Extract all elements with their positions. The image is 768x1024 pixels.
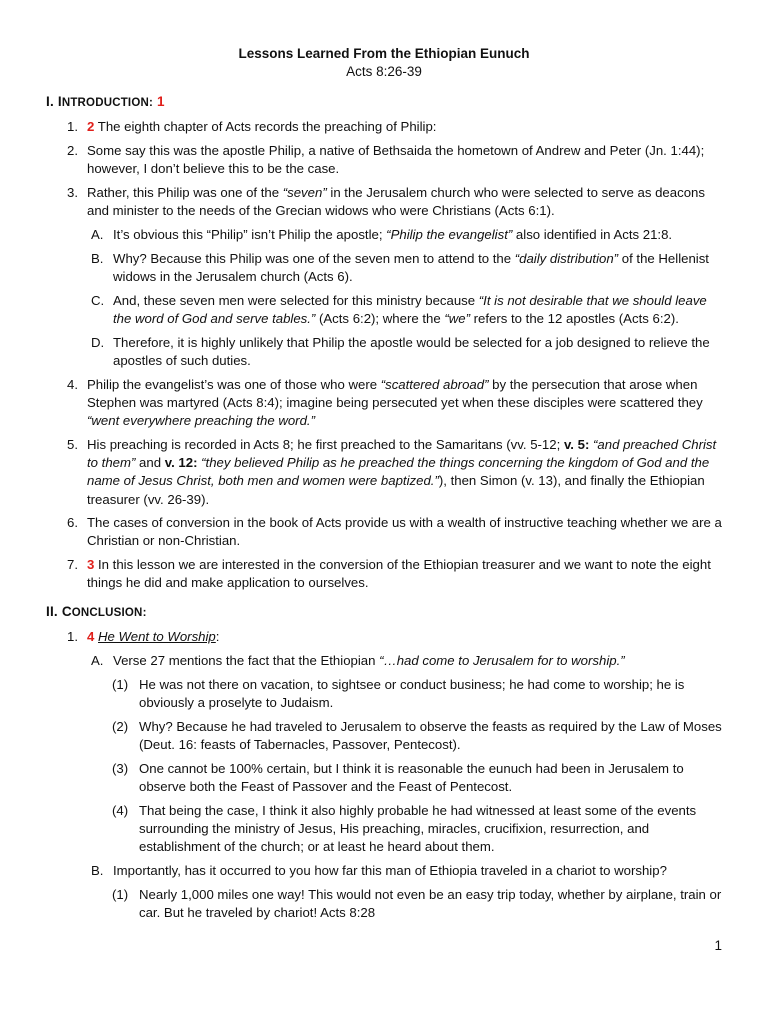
- page-number: 1: [714, 938, 722, 953]
- item-text-span: ), then Simon (v. 13), and finally the Ethiopian treasurer (vv. 26-39).: [87, 473, 705, 507]
- conclusion-item-1b1: [112, 886, 728, 922]
- item-text-span: The eighth chapter of Acts records the preaching of Philip:: [94, 119, 437, 134]
- quote-span: “It is not desirable that we should leave the word of God and serve tables.”: [113, 293, 707, 327]
- item-text: [67, 376, 727, 431]
- item-text-span: Why? Because this Philip was one of the seven men to attend to the: [113, 251, 515, 266]
- scripture-reference: Acts 8:26-39: [346, 64, 422, 79]
- intro-item-7: [67, 556, 727, 592]
- item-text: Nearly 1,000 miles one way! This would not even be an easy trip today, whether by airplane, train or car. But he traveled by chariot! Acts 8:28: [139, 887, 722, 921]
- item-number: 5.: [67, 437, 78, 452]
- slide-marker: 1: [156, 94, 165, 109]
- item-text: Therefore, it is highly unlikely that Philip the apostle would be selected for a job designed to relieve the apostles of such duties.: [113, 335, 710, 369]
- item-text-span: His preaching is recorded in Acts 8; he first preached to the Samaritans (vv. 5-12;: [87, 437, 564, 452]
- quote-span: “we”: [444, 311, 470, 327]
- item-text: [91, 652, 727, 670]
- quote-span: “and preached Christ to them”: [87, 437, 717, 471]
- item-number: 6.: [67, 515, 78, 530]
- conclusion-item-1a: [91, 652, 727, 670]
- verse-ref: v. 5:: [563, 437, 590, 452]
- conclusion-item-1a3: [112, 760, 728, 796]
- section-title-rest: NTRODUCTION:: [61, 97, 154, 109]
- item-text: [67, 436, 727, 509]
- item-number: 2.: [67, 143, 78, 158]
- quote-span: “scattered abroad”: [380, 377, 489, 392]
- intro-item-4: [67, 376, 727, 431]
- item-subnumber: (1): [112, 677, 129, 692]
- item-letter: A.: [91, 653, 104, 668]
- item-text: [67, 118, 727, 136]
- intro-item-1: [67, 118, 727, 136]
- intro-item-3c: [91, 292, 727, 328]
- item-text: Some say this was the apostle Philip, a native of Bethsaida the hometown of Andrew and Peter (Jn. 1:44); however, I don’t believe this to be the case.: [87, 143, 705, 177]
- item-text: [67, 628, 727, 646]
- section-numeral: I.: [46, 94, 58, 109]
- item-text: Why? Because he had traveled to Jerusalem to observe the feasts as required by the Law of Moses (Deut. 16: feasts of Tabernacles, Passover, Pentecost).: [139, 719, 722, 753]
- item-text-span: in the Jerusalem church who were selected to serve as deacons and minister to the needs of the Grecian widows who were Christians (Acts 6:1).: [87, 185, 705, 219]
- item-text: [67, 184, 727, 220]
- conclusion-item-1b: [91, 862, 727, 880]
- item-text-span: by the persecution that arose when Stephen was martyred (Acts 8:4); imagine being persecuted yet when these disciples were scattered they: [87, 377, 703, 411]
- section-heading-introduction: [46, 93, 165, 112]
- item-text-span: Rather, this Philip was one of the: [87, 185, 283, 200]
- slide-marker: 2: [87, 119, 95, 134]
- item-letter: A.: [91, 227, 104, 242]
- section-first-letter: I: [57, 94, 62, 109]
- quote-span: “daily distribution”: [514, 251, 619, 266]
- intro-item-3: [67, 184, 727, 220]
- intro-item-3d: [91, 334, 727, 370]
- item-letter: C.: [91, 293, 105, 308]
- item-text: That being the case, I think it also highly probable he had witnessed at least some of the events surrounding the ministry of Jesus, His preaching, miracles, crucifixion, resurrection, and establishment of the church; or at least he heard about them.: [139, 803, 697, 855]
- item-text: [91, 226, 727, 244]
- item-text-span: also identified in Acts 21:8.: [512, 227, 673, 242]
- item-subnumber: (2): [112, 719, 129, 734]
- item-number: 1.: [67, 119, 78, 134]
- quote-span: “went everywhere preaching the word.”: [87, 413, 315, 429]
- item-subnumber: (3): [112, 761, 129, 776]
- section-first-letter: C: [61, 604, 72, 619]
- item-text: [67, 556, 727, 592]
- item-text-span: Philip the evangelist’s was one of those who were: [87, 377, 381, 392]
- slide-marker: 4: [87, 629, 95, 644]
- item-letter: B.: [91, 863, 104, 878]
- slide-marker: 3: [87, 557, 95, 572]
- item-text: Importantly, has it occurred to you how far this man of Ethiopia traveled in a chariot to worship?: [113, 863, 667, 878]
- item-number: 7.: [67, 557, 78, 572]
- intro-item-6: [67, 514, 727, 550]
- quote-span: “seven”: [282, 185, 327, 200]
- item-letter: B.: [91, 251, 104, 266]
- intro-item-3b: [91, 250, 727, 286]
- item-letter: D.: [91, 335, 105, 350]
- item-number: 4.: [67, 377, 78, 392]
- intro-item-2: [67, 142, 727, 178]
- verse-ref: v. 12:: [164, 455, 198, 471]
- item-text: The cases of conversion in the book of Acts provide us with a wealth of instructive teaching whether we are a Christian or non-Christian.: [87, 515, 722, 549]
- section-title-rest: ONCLUSION:: [71, 607, 147, 619]
- item-text-span: In this lesson we are interested in the conversion of the Ethiopian treasurer and we want to note the eight things he did and make application to ourselves.: [87, 557, 711, 591]
- item-text-span: :: [215, 629, 220, 644]
- section-heading-conclusion: [46, 603, 147, 622]
- document-title: Lessons Learned From the Ethiopian Eunuch: [238, 46, 530, 61]
- conclusion-item-1a2: [112, 718, 728, 754]
- quote-span: “they believed Philip as he preached the things concerning the kingdom of God and the name of Jesus Christ, both men and women were baptized.”: [87, 455, 710, 489]
- item-text-span: and: [135, 455, 165, 471]
- section-numeral: II.: [46, 604, 62, 619]
- item-text-span: Verse 27 mentions the fact that the Ethiopian: [113, 653, 380, 668]
- item-text: One cannot be 100% certain, but I think it is reasonable the eunuch had been in Jerusalem to observe both the Feast of Passover and the Feast of Pentecost.: [139, 761, 684, 795]
- item-text: He was not there on vacation, to sightsee or conduct business; he had come to worship; he is obviously a proselyte to Judaism.: [139, 677, 685, 711]
- quote-span: “Philip the evangelist”: [386, 227, 513, 242]
- point-heading: He Went to Worship: [98, 629, 216, 644]
- item-subnumber: (1): [112, 887, 129, 902]
- conclusion-item-1: [67, 628, 727, 646]
- conclusion-item-1a1: [112, 676, 728, 712]
- intro-item-3a: [91, 226, 727, 244]
- conclusion-item-1a4: [112, 802, 728, 857]
- item-text: [91, 292, 727, 328]
- intro-item-5: [67, 436, 727, 509]
- item-text: [91, 250, 727, 286]
- item-number: 1.: [67, 629, 78, 644]
- item-text-span: And, these seven men were selected for this ministry because: [113, 293, 479, 308]
- item-text-span: (Acts 6:2); where the: [315, 311, 445, 327]
- item-text-span: refers to the 12 apostles (Acts 6:2).: [469, 311, 679, 327]
- item-number: 3.: [67, 185, 78, 200]
- item-text-span: It’s obvious this “Philip” isn’t Philip the apostle;: [113, 227, 387, 242]
- item-text-span: of the Hellenist widows in the Jerusalem church (Acts 6).: [113, 251, 709, 285]
- quote-span: “…had come to Jerusalem for to worship.”: [379, 653, 625, 668]
- item-subnumber: (4): [112, 803, 129, 818]
